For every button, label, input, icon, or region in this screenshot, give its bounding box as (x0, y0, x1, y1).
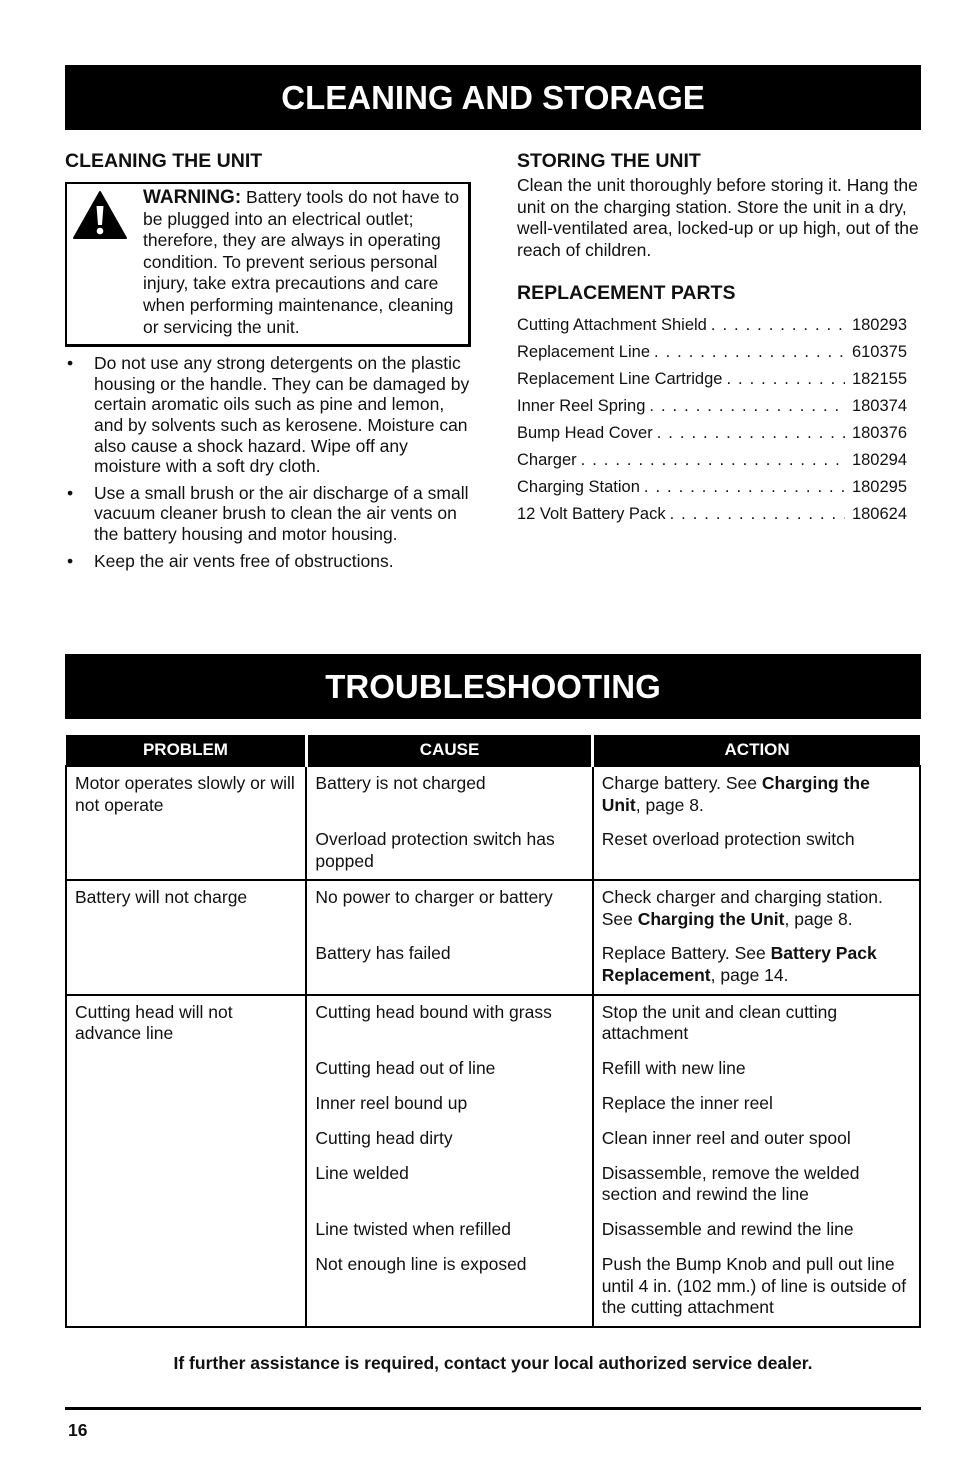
troubleshooting-banner: TROUBLESHOOTING (65, 654, 921, 719)
part-number: 180374 (851, 397, 907, 416)
cause-text: No power to charger or battery (315, 887, 553, 908)
cause-cell (306, 880, 592, 994)
table-header-row (66, 735, 920, 766)
part-number: 180376 (851, 424, 907, 443)
cause-text: Cutting head out of line (315, 1057, 496, 1078)
action-text (602, 773, 911, 816)
part-name: Charging Station (517, 478, 640, 497)
leader-dots (645, 393, 845, 420)
cleaning-storage-banner: CLEANING AND STORAGE (65, 65, 921, 130)
action-segment: Replace Battery. See (601, 943, 771, 964)
troubleshooting-table-body (66, 766, 920, 1327)
action-text (602, 829, 911, 872)
action-segment: , page 8. (784, 908, 853, 929)
part-name: Inner Reel Spring (517, 397, 646, 416)
assistance-note: If further assistance is required, contact your local authorized service dealer. (173, 1353, 813, 1373)
action-segment: , page 14. (710, 964, 789, 985)
storing-unit-section (517, 148, 921, 528)
action-cell (593, 766, 920, 880)
cause-text: Overload protection switch has popped (315, 829, 555, 871)
action-cell (593, 995, 920, 1327)
leader-dots (707, 312, 845, 339)
column-header-action: ACTION (593, 735, 920, 766)
action-text (602, 1163, 911, 1206)
action-segment: Disassemble, remove the welded section and rewind the line (601, 1162, 860, 1205)
part-row (517, 447, 907, 474)
warning-box (65, 182, 471, 347)
page-number: 16 (68, 1420, 88, 1440)
warning-body: Battery tools do not have to be plugged into an electrical outlet; therefore, they are always in operating condition. To prevent serious personal injury, take extra precautions and care when performing maintenance, cleaning or servicing the unit. (143, 187, 460, 337)
part-row (517, 501, 907, 528)
part-row (517, 339, 907, 366)
storing-unit-text: Clean the unit thoroughly before storing it. Hang the unit on the charging station. Store the unit in a dry, well-ventilated area, locked-up or up high, out of the reach of children. (517, 175, 919, 260)
leader-dots (650, 339, 845, 366)
action-text (602, 1254, 911, 1319)
action-text (602, 943, 911, 986)
cause-text: Inner reel bound up (315, 1092, 468, 1113)
action-text (602, 1219, 911, 1241)
table-row (66, 880, 920, 994)
action-segment: Push the Bump Knob and pull out line until 4 in. (102 mm.) of line is outside of the cutting attachment (601, 1253, 907, 1318)
table-row (66, 995, 920, 1327)
cause-text: Not enough line is exposed (315, 1253, 527, 1274)
troubleshooting-table (65, 735, 921, 1328)
part-row (517, 366, 907, 393)
part-number: 180294 (851, 451, 907, 470)
bullet-item: • Keep the air vents free of obstructions. (65, 551, 475, 572)
warning-label: WARNING: (143, 187, 242, 208)
part-row (517, 420, 907, 447)
action-reference: Charging the Unit (637, 908, 785, 929)
part-row (517, 393, 907, 420)
cause-text: Battery has failed (315, 943, 451, 964)
warning-triangle-icon (72, 190, 128, 240)
cause-text: Line twisted when refilled (315, 1218, 511, 1239)
column-header-cause: CAUSE (306, 735, 592, 766)
part-number: 182155 (851, 370, 907, 389)
action-text (602, 887, 911, 930)
action-segment: Charge battery. See (601, 773, 762, 793)
part-number: 180295 (851, 478, 907, 497)
action-segment: Refill with new line (601, 1057, 746, 1078)
cause-cell (306, 995, 592, 1327)
action-text (602, 1058, 911, 1080)
action-segment: Replace the inner reel (601, 1092, 773, 1113)
cleaning-bullet-list (65, 353, 475, 571)
leader-dots (722, 366, 845, 393)
action-segment: Reset overload protection switch (601, 829, 855, 850)
cause-text: Cutting head bound with grass (315, 1001, 552, 1022)
part-name: 12 Volt Battery Pack (517, 505, 666, 524)
cleaning-unit-section (65, 148, 475, 577)
replacement-parts-heading: REPLACEMENT PARTS (517, 282, 736, 305)
part-name: Bump Head Cover (517, 424, 653, 443)
part-number: 180293 (851, 316, 907, 335)
cleaning-unit-heading: CLEANING THE UNIT (65, 150, 263, 172)
part-row (517, 312, 907, 339)
table-row (66, 766, 920, 880)
action-text (602, 1093, 911, 1115)
action-cell (593, 880, 920, 994)
action-segment: Clean inner reel and outer spool (601, 1127, 851, 1148)
part-name: Replacement Line (517, 343, 650, 362)
action-segment: Stop the unit and clean cutting attachment (601, 1001, 838, 1044)
action-reference: Charging the Unit (601, 773, 870, 815)
footer-rule (65, 1407, 921, 1410)
action-text (602, 1128, 911, 1150)
part-name: Charger (517, 451, 577, 470)
bullet-item: • Do not use any strong detergents on the plastic housing or the handle. They can be damaged by certain aromatic oils such as pine and lemon, and by solvents such as kerosene. Moisture can also cause a shock hazard. Wipe off any moisture with a soft dry cloth. (65, 353, 475, 477)
part-number: 610375 (851, 343, 907, 362)
problem-cell: Cutting head will not advance line (66, 995, 306, 1327)
replacement-parts-list (517, 312, 907, 528)
leader-dots (653, 420, 845, 447)
problem-cell: Motor operates slowly or will not operate (66, 766, 306, 880)
warning-text (143, 187, 460, 338)
cause-cell (306, 766, 592, 880)
problem-cell: Battery will not charge (66, 880, 306, 994)
part-name: Replacement Line Cartridge (517, 370, 723, 389)
leader-dots (640, 474, 845, 501)
action-segment: Disassemble and rewind the line (601, 1218, 854, 1239)
column-header-problem: PROBLEM (66, 735, 306, 766)
action-segment: , page 8. (635, 794, 704, 815)
part-number: 180624 (851, 505, 907, 524)
cause-text: Cutting head dirty (315, 1127, 453, 1148)
action-reference: Battery Pack Replacement (601, 943, 877, 985)
bullet-item: • Use a small brush or the air discharge of a small vacuum cleaner brush to clean the air vents on the battery housing and motor housing. (65, 483, 475, 545)
storing-unit-heading: STORING THE UNIT (517, 150, 701, 172)
part-name: Cutting Attachment Shield (517, 316, 707, 335)
part-row (517, 474, 907, 501)
action-text (602, 1002, 911, 1045)
leader-dots (577, 447, 845, 474)
action-segment: Check charger and charging station. See (601, 887, 883, 929)
leader-dots (666, 501, 845, 528)
cause-text: Line welded (315, 1162, 409, 1183)
cause-text: Battery is not charged (315, 773, 486, 793)
